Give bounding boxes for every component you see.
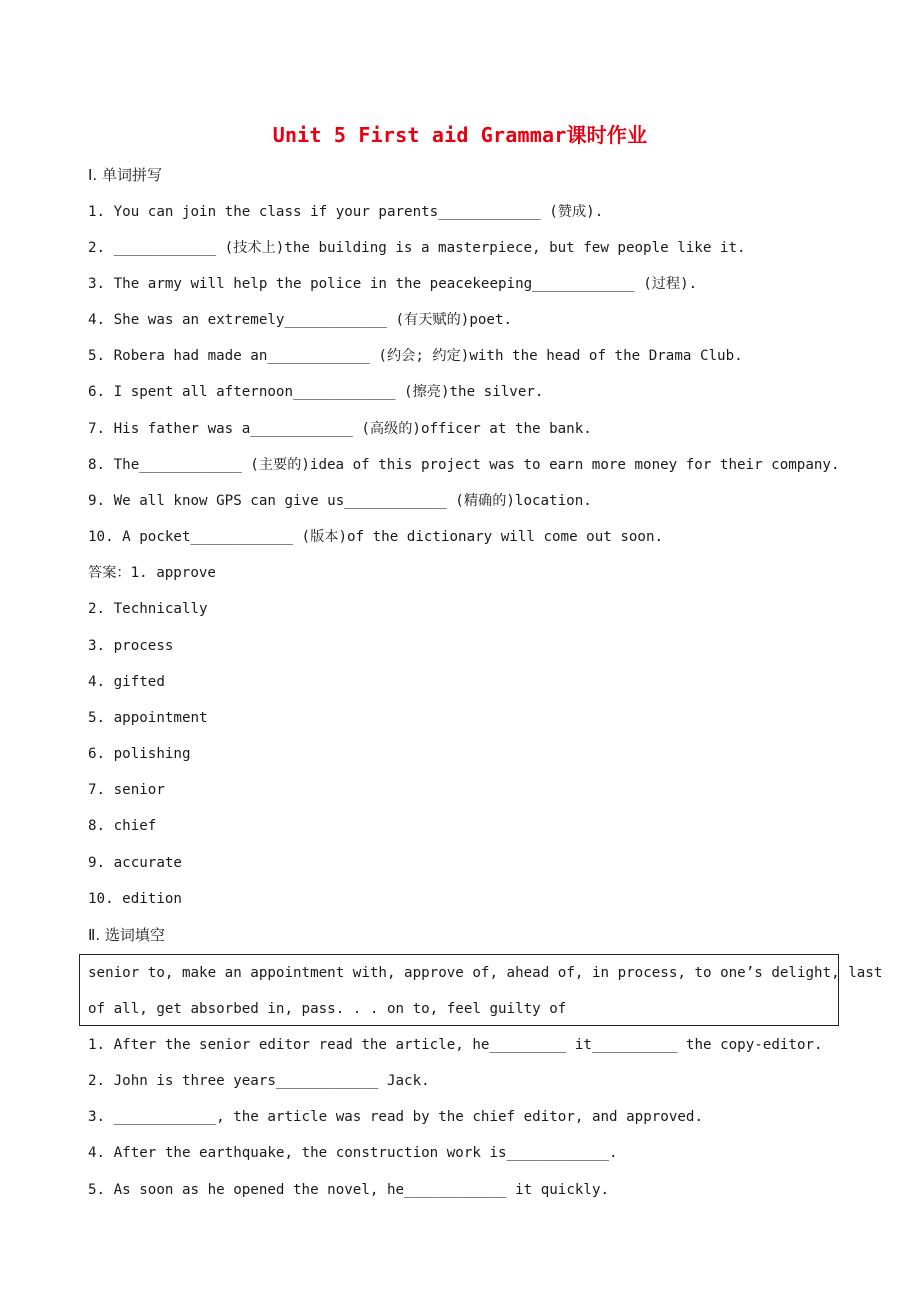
question-item: 10. A pocket____________ (版本)of the dictionary will come out soon. (88, 529, 664, 545)
answer-item: 9. accurate (88, 855, 182, 871)
question-item: 9. We all know GPS can give us____________ (精确的)location. (88, 493, 592, 509)
question-item: 1. After the senior editor read the article, he_________ it__________ the copy-editor. (88, 1037, 823, 1053)
answer-item: 10. edition (88, 891, 182, 907)
question-item: 4. She was an extremely____________ (有天赋的)poet. (88, 312, 513, 328)
question-item: 6. I spent all afternoon____________ (擦亮)the silver. (88, 384, 544, 400)
question-item: 3. ____________, the article was read by the chief editor, and approved. (88, 1109, 703, 1125)
question-item: 4. After the earthquake, the construction work is____________. (88, 1145, 618, 1161)
word-box-line: of all, get absorbed in, pass. . . on to, feel guilty of (88, 1001, 567, 1017)
section2-heading: Ⅱ. 选词填空 (88, 926, 165, 944)
answer-item: 2. Technically (88, 601, 208, 617)
page-title: Unit 5 First aid Grammar课时作业 (272, 123, 648, 147)
answer-item: 答案：1. approve (88, 565, 216, 581)
word-box-line: senior to, make an appointment with, approve of, ahead of, in process, to one’s delight, last (88, 965, 883, 981)
answer-item: 4. gifted (88, 674, 165, 690)
question-item: 3. The army will help the police in the peacekeeping____________ (过程). (88, 276, 698, 292)
answer-item: 6. polishing (88, 746, 191, 762)
word-box (79, 954, 883, 1026)
question-item: 5. Robera had made an____________ (约会; 约定)with the head of the Drama Club. (88, 348, 743, 364)
question-item: 1. You can join the class if your parents____________ (赞成). (88, 204, 604, 220)
question-item: 2. John is three years____________ Jack. (88, 1073, 430, 1089)
section1-heading: Ⅰ. 单词拼写 (88, 166, 162, 184)
question-item: 8. The____________ (主要的)idea of this project was to earn more money for their company. (88, 457, 840, 473)
answer-item: 7. senior (88, 782, 165, 798)
question-item: 2. ____________ (技术上)the building is a masterpiece, but few people like it. (88, 240, 746, 256)
question-item: 5. As soon as he opened the novel, he____________ it quickly. (88, 1182, 610, 1198)
answer-item: 5. appointment (88, 710, 208, 726)
answer-item: 3. process (88, 638, 174, 654)
question-item: 7. His father was a____________ (高级的)officer at the bank. (88, 421, 592, 437)
answer-item: 8. chief (88, 818, 157, 834)
